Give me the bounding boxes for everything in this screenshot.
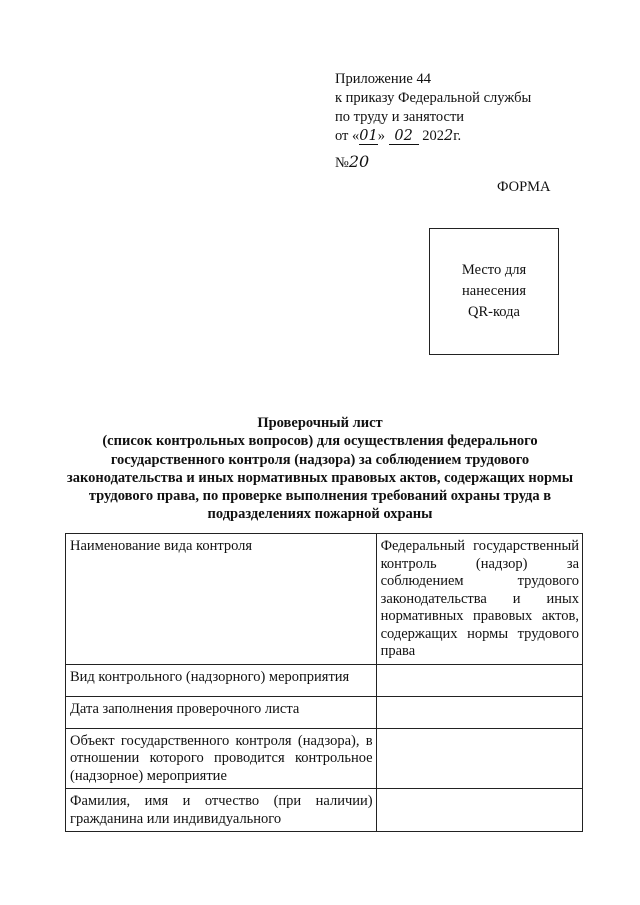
table-row	[66, 696, 583, 728]
title-line-6: подразделениях пожарной охраны	[207, 506, 433, 523]
citizen-name-label: Фамилия, имя и отчество (при наличии) гражданина или индивидуального	[66, 789, 377, 832]
date-year-print: 202	[422, 128, 444, 144]
title-line-1: Проверочный лист	[257, 415, 383, 431]
appendix-order-line: к приказу Федеральной службы	[335, 90, 532, 106]
qr-placeholder-line-3: QR-кода	[468, 304, 520, 320]
event-type-label: Вид контрольного (надзорного) мероприятия	[66, 664, 377, 696]
control-object-label: Объект государственного контроля (надзора), в отношении которого проводится контрольное (надзорное) мероприятие	[66, 728, 377, 789]
fill-date-value	[376, 696, 582, 728]
date-close-quote: »	[377, 128, 385, 144]
event-type-value	[376, 664, 582, 696]
table-row	[66, 664, 583, 696]
order-number-handwritten: 20	[348, 152, 370, 171]
date-suffix: г.	[453, 128, 462, 144]
date-month-handwritten: 02	[389, 129, 419, 145]
number-sign: №	[335, 155, 349, 171]
order-number-line	[335, 152, 531, 173]
fill-date-label: Дата заполнения проверочного листа	[66, 696, 377, 728]
checklist-table	[65, 533, 583, 832]
date-day-handwritten: 01	[359, 128, 378, 144]
date-prefix: от «	[335, 128, 360, 144]
citizen-name-value	[376, 789, 582, 832]
document-title	[55, 414, 585, 524]
control-object-value	[376, 728, 582, 789]
form-label: ФОРМА	[497, 179, 551, 195]
title-line-5: трудового права, по проверке выполнения требований охраны труда в	[88, 488, 552, 505]
control-type-label: Наименование вида контроля	[66, 534, 377, 665]
title-line-2: (список контрольных вопросов) для осуществления федерального	[102, 433, 538, 450]
table-row	[66, 728, 583, 789]
qr-placeholder-line-2: нанесения	[462, 283, 526, 299]
table-row	[66, 789, 583, 832]
control-type-value: Федеральный государственный контроль (надзор) за соблюдением трудового законодательства и иных нормативных правовых актов, содержащих нормы трудового права	[376, 534, 582, 665]
qr-placeholder-line-1: Место для	[461, 262, 527, 278]
date-year-handwritten: 2	[443, 128, 454, 144]
title-line-3: государственного контроля (надзора) за соблюдением трудового	[110, 451, 530, 468]
title-line-4: законодательства и иных нормативных правовых актов, содержащих нормы	[66, 469, 574, 486]
appendix-date-line	[335, 127, 531, 146]
appendix-service-line: по труду и занятости	[335, 109, 465, 125]
appendix-header	[335, 70, 531, 173]
qr-code-placeholder	[429, 228, 559, 355]
appendix-number: Приложение 44	[335, 71, 431, 87]
table-row	[66, 534, 583, 665]
